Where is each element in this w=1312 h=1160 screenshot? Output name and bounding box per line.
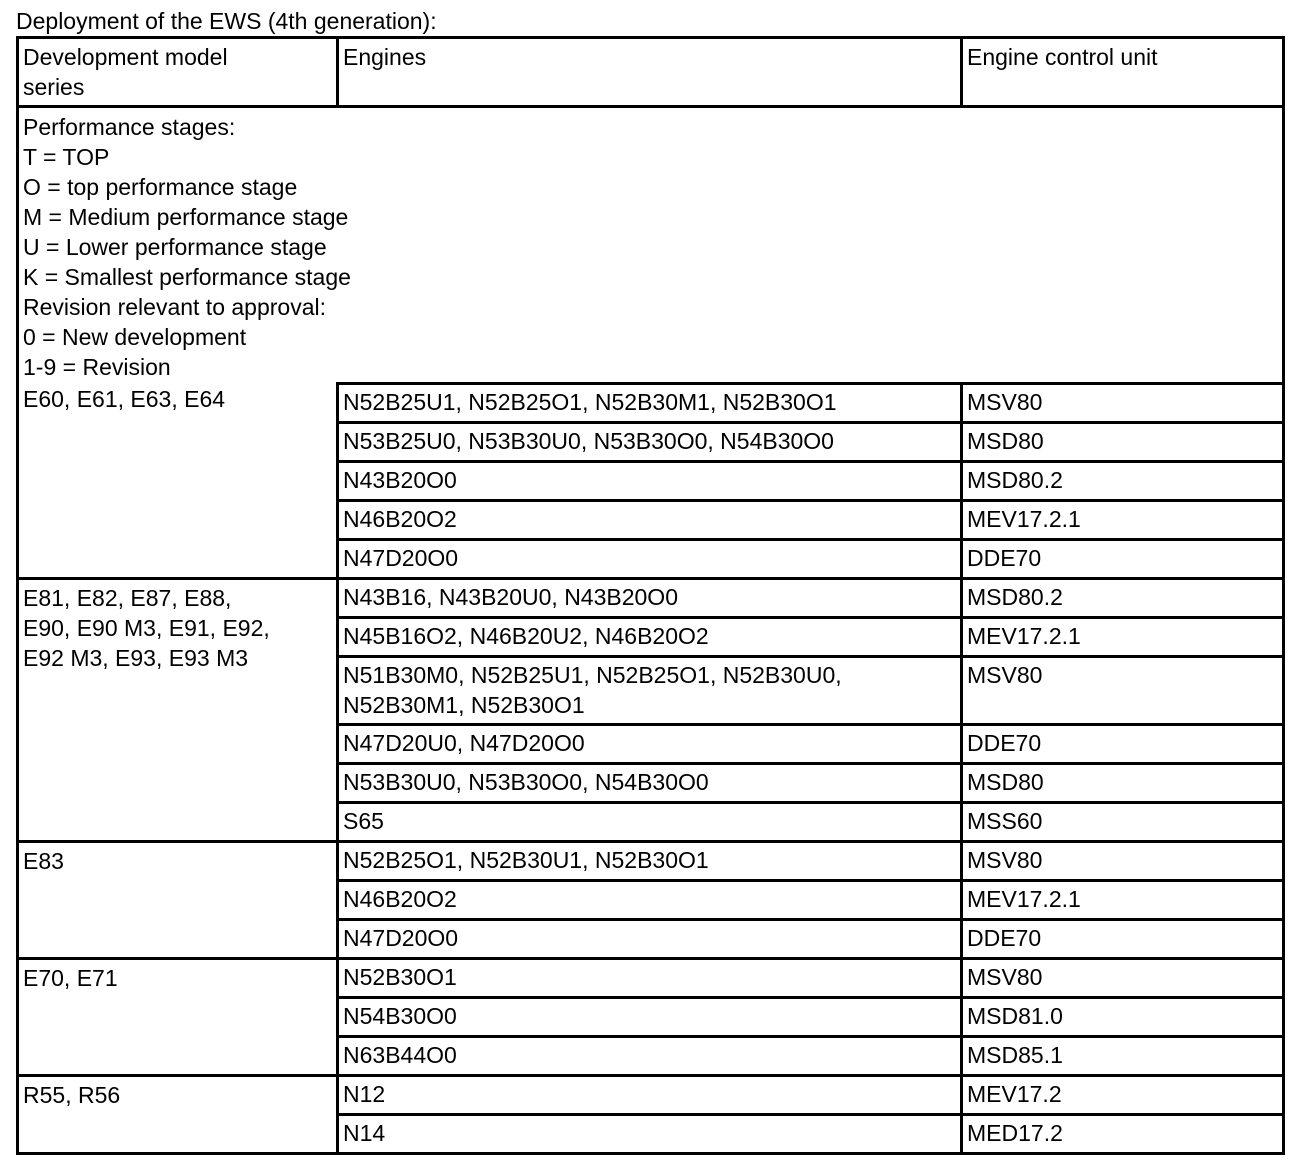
series-label: E70, E71	[23, 965, 118, 991]
table-row	[18, 959, 1284, 998]
series-cell	[18, 1076, 338, 1154]
ecu-value: MSD80	[967, 428, 1044, 454]
engines-cell	[338, 764, 962, 803]
ecu-cell	[962, 842, 1284, 881]
ecu-value: MSV80	[967, 964, 1043, 990]
header-series-cell	[18, 38, 338, 107]
engines-value: N63B44O0	[343, 1042, 457, 1068]
engines-cell	[338, 725, 962, 764]
ecu-cell	[962, 959, 1284, 998]
ecu-value: MSD80.2	[967, 584, 1063, 610]
ecu-value: MEV17.2	[967, 1081, 1062, 1107]
engines-value: N12	[343, 1081, 386, 1107]
engines-value: N46B20O2	[343, 886, 457, 912]
engines-value: N43B16, N43B20U0, N43B20O0	[343, 584, 678, 610]
ecu-cell	[962, 1037, 1284, 1076]
engines-cell	[338, 998, 962, 1037]
ecu-cell	[962, 1115, 1284, 1154]
ecu-value: MSV80	[967, 389, 1043, 415]
engines-value: N43B20O0	[343, 467, 457, 493]
engines-cell	[338, 920, 962, 959]
header-row	[18, 38, 1284, 107]
legend-row	[18, 107, 1284, 384]
engines-value: N52B30O1	[343, 964, 457, 990]
series-cell	[18, 384, 338, 579]
engines-cell	[338, 657, 962, 725]
ecu-cell	[962, 540, 1284, 579]
ecu-cell	[962, 1076, 1284, 1115]
ecu-value: MEV17.2.1	[967, 886, 1081, 912]
header-engines-label: Engines	[343, 44, 427, 70]
engines-cell	[338, 1037, 962, 1076]
table-body	[18, 38, 1284, 1154]
engines-value: N45B16O2, N46B20U2, N46B20O2	[343, 623, 709, 649]
header-ecu-label: Engine control unit	[967, 44, 1158, 70]
series-cell	[18, 842, 338, 959]
table-row	[18, 384, 1284, 423]
ecu-value: MEV17.2.1	[967, 623, 1081, 649]
engines-cell	[338, 959, 962, 998]
header-engines-cell	[338, 38, 962, 107]
series-cell	[18, 959, 338, 1076]
engines-value: N47D20U0, N47D20O0	[343, 730, 585, 756]
engines-value: N46B20O2	[343, 506, 457, 532]
ecu-value: MSD80.2	[967, 467, 1063, 493]
engines-cell	[338, 1076, 962, 1115]
table-row	[18, 1076, 1284, 1115]
engines-cell	[338, 881, 962, 920]
series-label: R55, R56	[23, 1082, 121, 1108]
engines-cell	[338, 803, 962, 842]
ecu-cell	[962, 998, 1284, 1037]
performance-stages-legend: Performance stages: T = TOP O = top performance stage M = Medium performance stage U = Lower performance stage K = Smallest performance stage Revision relevant to approval: 0 = New development 1-9 = Revision	[23, 114, 351, 380]
ecu-value: DDE70	[967, 925, 1042, 951]
ews-deployment-table	[16, 36, 1285, 1155]
table-row	[18, 579, 1284, 618]
ecu-cell	[962, 579, 1284, 618]
ecu-cell	[962, 501, 1284, 540]
engines-value: N14	[343, 1120, 386, 1146]
legend-cell	[18, 107, 1284, 384]
ecu-value: MED17.2	[967, 1120, 1063, 1146]
engines-value: N52B25O1, N52B30U1, N52B30O1	[343, 847, 709, 873]
ecu-cell	[962, 920, 1284, 959]
engines-value: N47D20O0	[343, 545, 459, 571]
engines-cell	[338, 423, 962, 462]
ecu-cell	[962, 384, 1284, 423]
ecu-value: MSD85.1	[967, 1042, 1063, 1068]
ecu-cell	[962, 618, 1284, 657]
engines-cell	[338, 540, 962, 579]
ecu-value: DDE70	[967, 545, 1042, 571]
engines-value: N53B30U0, N53B30O0, N54B30O0	[343, 769, 709, 795]
engines-value: N51B30M0, N52B25U1, N52B25O1, N52B30U0, N52B30M1, N52B30O1	[343, 662, 842, 718]
engines-value: N52B25U1, N52B25O1, N52B30M1, N52B30O1	[343, 389, 837, 415]
ecu-value: MEV17.2.1	[967, 506, 1081, 532]
ecu-cell	[962, 803, 1284, 842]
header-series-label: Development model series	[23, 44, 228, 100]
engines-cell	[338, 384, 962, 423]
ecu-cell	[962, 657, 1284, 725]
series-label: E81, E82, E87, E88, E90, E90 M3, E91, E92, E92 M3, E93, E93 M3	[23, 585, 270, 671]
engines-cell	[338, 1115, 962, 1154]
ecu-value: MSV80	[967, 662, 1043, 688]
ecu-cell	[962, 764, 1284, 803]
page-title: Deployment of the EWS (4th generation):	[16, 8, 437, 34]
ecu-value: DDE70	[967, 730, 1042, 756]
engines-cell	[338, 462, 962, 501]
ecu-cell	[962, 725, 1284, 764]
engines-value: S65	[343, 808, 384, 834]
ecu-cell	[962, 881, 1284, 920]
ecu-value: MSS60	[967, 808, 1043, 834]
engines-cell	[338, 579, 962, 618]
ecu-value: MSD80	[967, 769, 1044, 795]
engines-cell	[338, 618, 962, 657]
engines-cell	[338, 842, 962, 881]
ecu-value: MSD81.0	[967, 1003, 1063, 1029]
engines-value: N54B30O0	[343, 1003, 457, 1029]
series-label: E60, E61, E63, E64	[23, 385, 226, 412]
series-label: E83	[23, 848, 64, 874]
engines-value: N47D20O0	[343, 925, 459, 951]
engines-value: N53B25U0, N53B30U0, N53B30O0, N54B30O0	[343, 428, 834, 454]
engines-cell	[338, 501, 962, 540]
ecu-cell	[962, 462, 1284, 501]
table-row	[18, 842, 1284, 881]
ecu-cell	[962, 423, 1284, 462]
header-ecu-cell	[962, 38, 1284, 107]
ecu-value: MSV80	[967, 847, 1043, 873]
series-cell	[18, 579, 338, 842]
